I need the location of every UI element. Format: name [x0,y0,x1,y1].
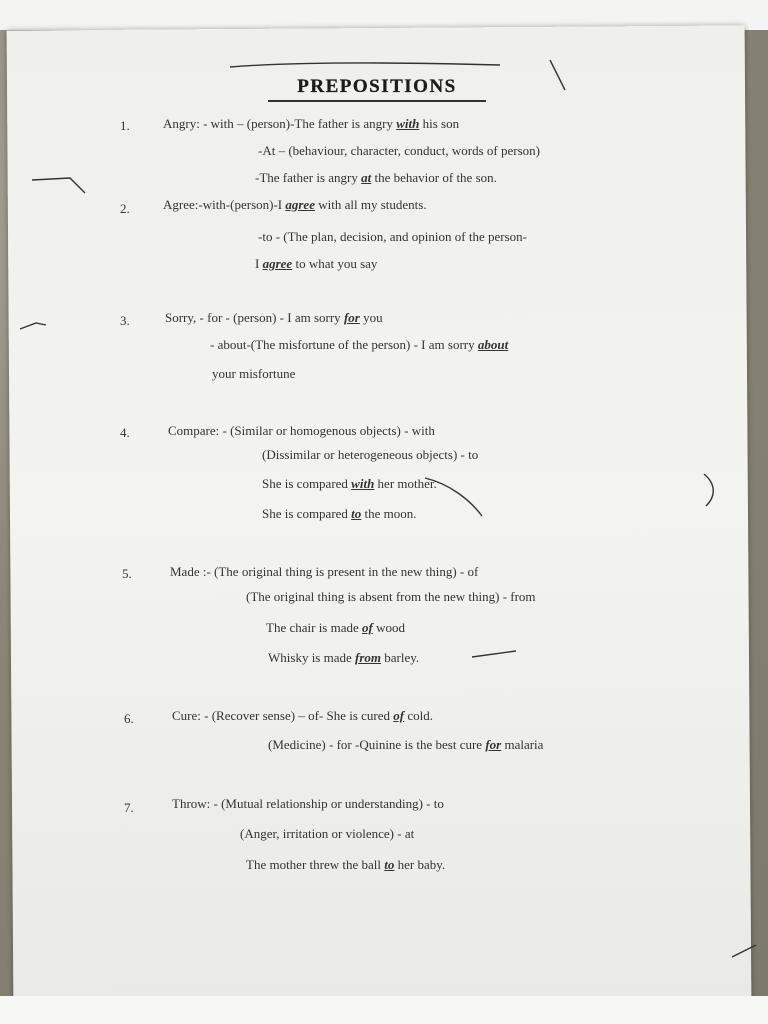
line-text: cold. [404,708,434,723]
line-text: - with [400,423,435,438]
item-line [172,796,444,812]
line-text: Throw: - (Mutual relationship or understanding) [172,796,423,811]
line-text: to what you say [292,256,378,271]
line-text: his son [419,116,460,131]
item-number: 7. [124,800,134,815]
line-text: the moon. [361,506,417,521]
item-line [268,650,419,666]
line-text: Made :- (The original thing is present in the new thing) [170,564,457,579]
line-text: wood [372,620,405,635]
item-line [163,116,459,132]
pen-mark-top [225,55,505,75]
line-text: (Anger, irritation or violence) [240,826,394,841]
item-line [262,506,417,522]
pen-mark-left-1 [30,158,90,198]
pen-mark-bottom [730,935,760,965]
item-number: 4. [120,425,130,440]
pen-mark-tick [545,55,575,95]
line-text: her baby. [394,857,446,872]
item-line [258,229,527,245]
underlined-preposition: agree [262,256,293,271]
line-text: I [255,256,263,271]
underlined-preposition: for [343,310,360,325]
item-line [212,366,295,382]
underlined-preposition: of [362,620,373,635]
line-text: The mother threw the ball [246,857,385,872]
item-number: 6. [124,711,134,726]
item-line [210,337,508,353]
underlined-preposition: with [351,476,375,491]
underlined-preposition: about [477,337,509,352]
item-line [255,170,497,186]
line-text: the behavior of the son. [371,170,497,185]
line-text: Whisky is made [268,650,356,665]
item-line [172,708,433,724]
line-text: -At – (behaviour, character, conduct, words of person) [258,143,540,158]
underlined-preposition: of [393,708,405,723]
bottom-margin [0,996,768,1024]
line-text: (The original thing is absent from the new thing) - from [246,589,536,604]
underlined-preposition: from [355,650,382,665]
line-text: She is compared [262,476,352,491]
underlined-preposition: to [351,506,362,521]
item-line [240,826,414,842]
line-text: Agree:-with-(person)-I [163,197,286,212]
line-text: Angry: - with – (person)-The father is angry [163,116,397,131]
item-number: 2. [120,201,130,216]
item-line [170,564,478,580]
item-line [262,447,478,463]
item-line [255,256,377,272]
line-text: Sorry, - for - (person) - I am sorry [165,310,344,325]
line-text: Compare: - (Similar or homogenous objects) [168,423,401,438]
item-number: 1. [120,118,130,133]
underlined-preposition: with [396,116,420,131]
line-text: Cure: - (Recover sense) – of- She is cured [172,708,394,723]
underlined-preposition: at [361,170,372,185]
line-text: (Medicine) - for -Quinine is the best cure [268,737,486,752]
underlined-preposition: for [485,737,502,752]
underlined-preposition: to [384,857,395,872]
item-number: 3. [120,313,130,328]
item-line [258,143,540,159]
pen-mark-left-2 [18,315,48,335]
line-text: She is compared [262,506,352,521]
line-text: barley. [381,650,420,665]
line-text: - to [422,796,444,811]
line-text: you [359,310,383,325]
line-text: her mother. [374,476,437,491]
item-line [163,197,427,213]
line-text: -The father is angry [255,170,362,185]
item-line [246,857,445,873]
page-title: PREPOSITIONS [297,76,457,97]
item-line [246,589,536,605]
item-line [168,423,435,439]
line-text: with all my students. [314,197,427,212]
item-number: 5. [122,566,132,581]
line-text: The chair is made [266,620,363,635]
item-line [268,737,543,753]
item-line [165,310,383,326]
line-text: - of [456,564,479,579]
line-text: (Dissimilar or heterogeneous objects) - to [262,447,479,462]
item-line [266,620,405,636]
pen-mark-barley [470,643,520,663]
item-line [262,476,437,492]
line-text: - at [393,826,415,841]
line-text: - about-(The misfortune of the person) - I am sorry [210,337,478,352]
underlined-preposition: agree [285,197,315,212]
line-text: your misfortune [212,366,296,381]
line-text: -to - (The plan, decision, and opinion of the person- [258,229,527,244]
pen-mark-right-bracket [700,470,720,510]
line-text: malaria [501,737,544,752]
title-underline [268,100,486,102]
